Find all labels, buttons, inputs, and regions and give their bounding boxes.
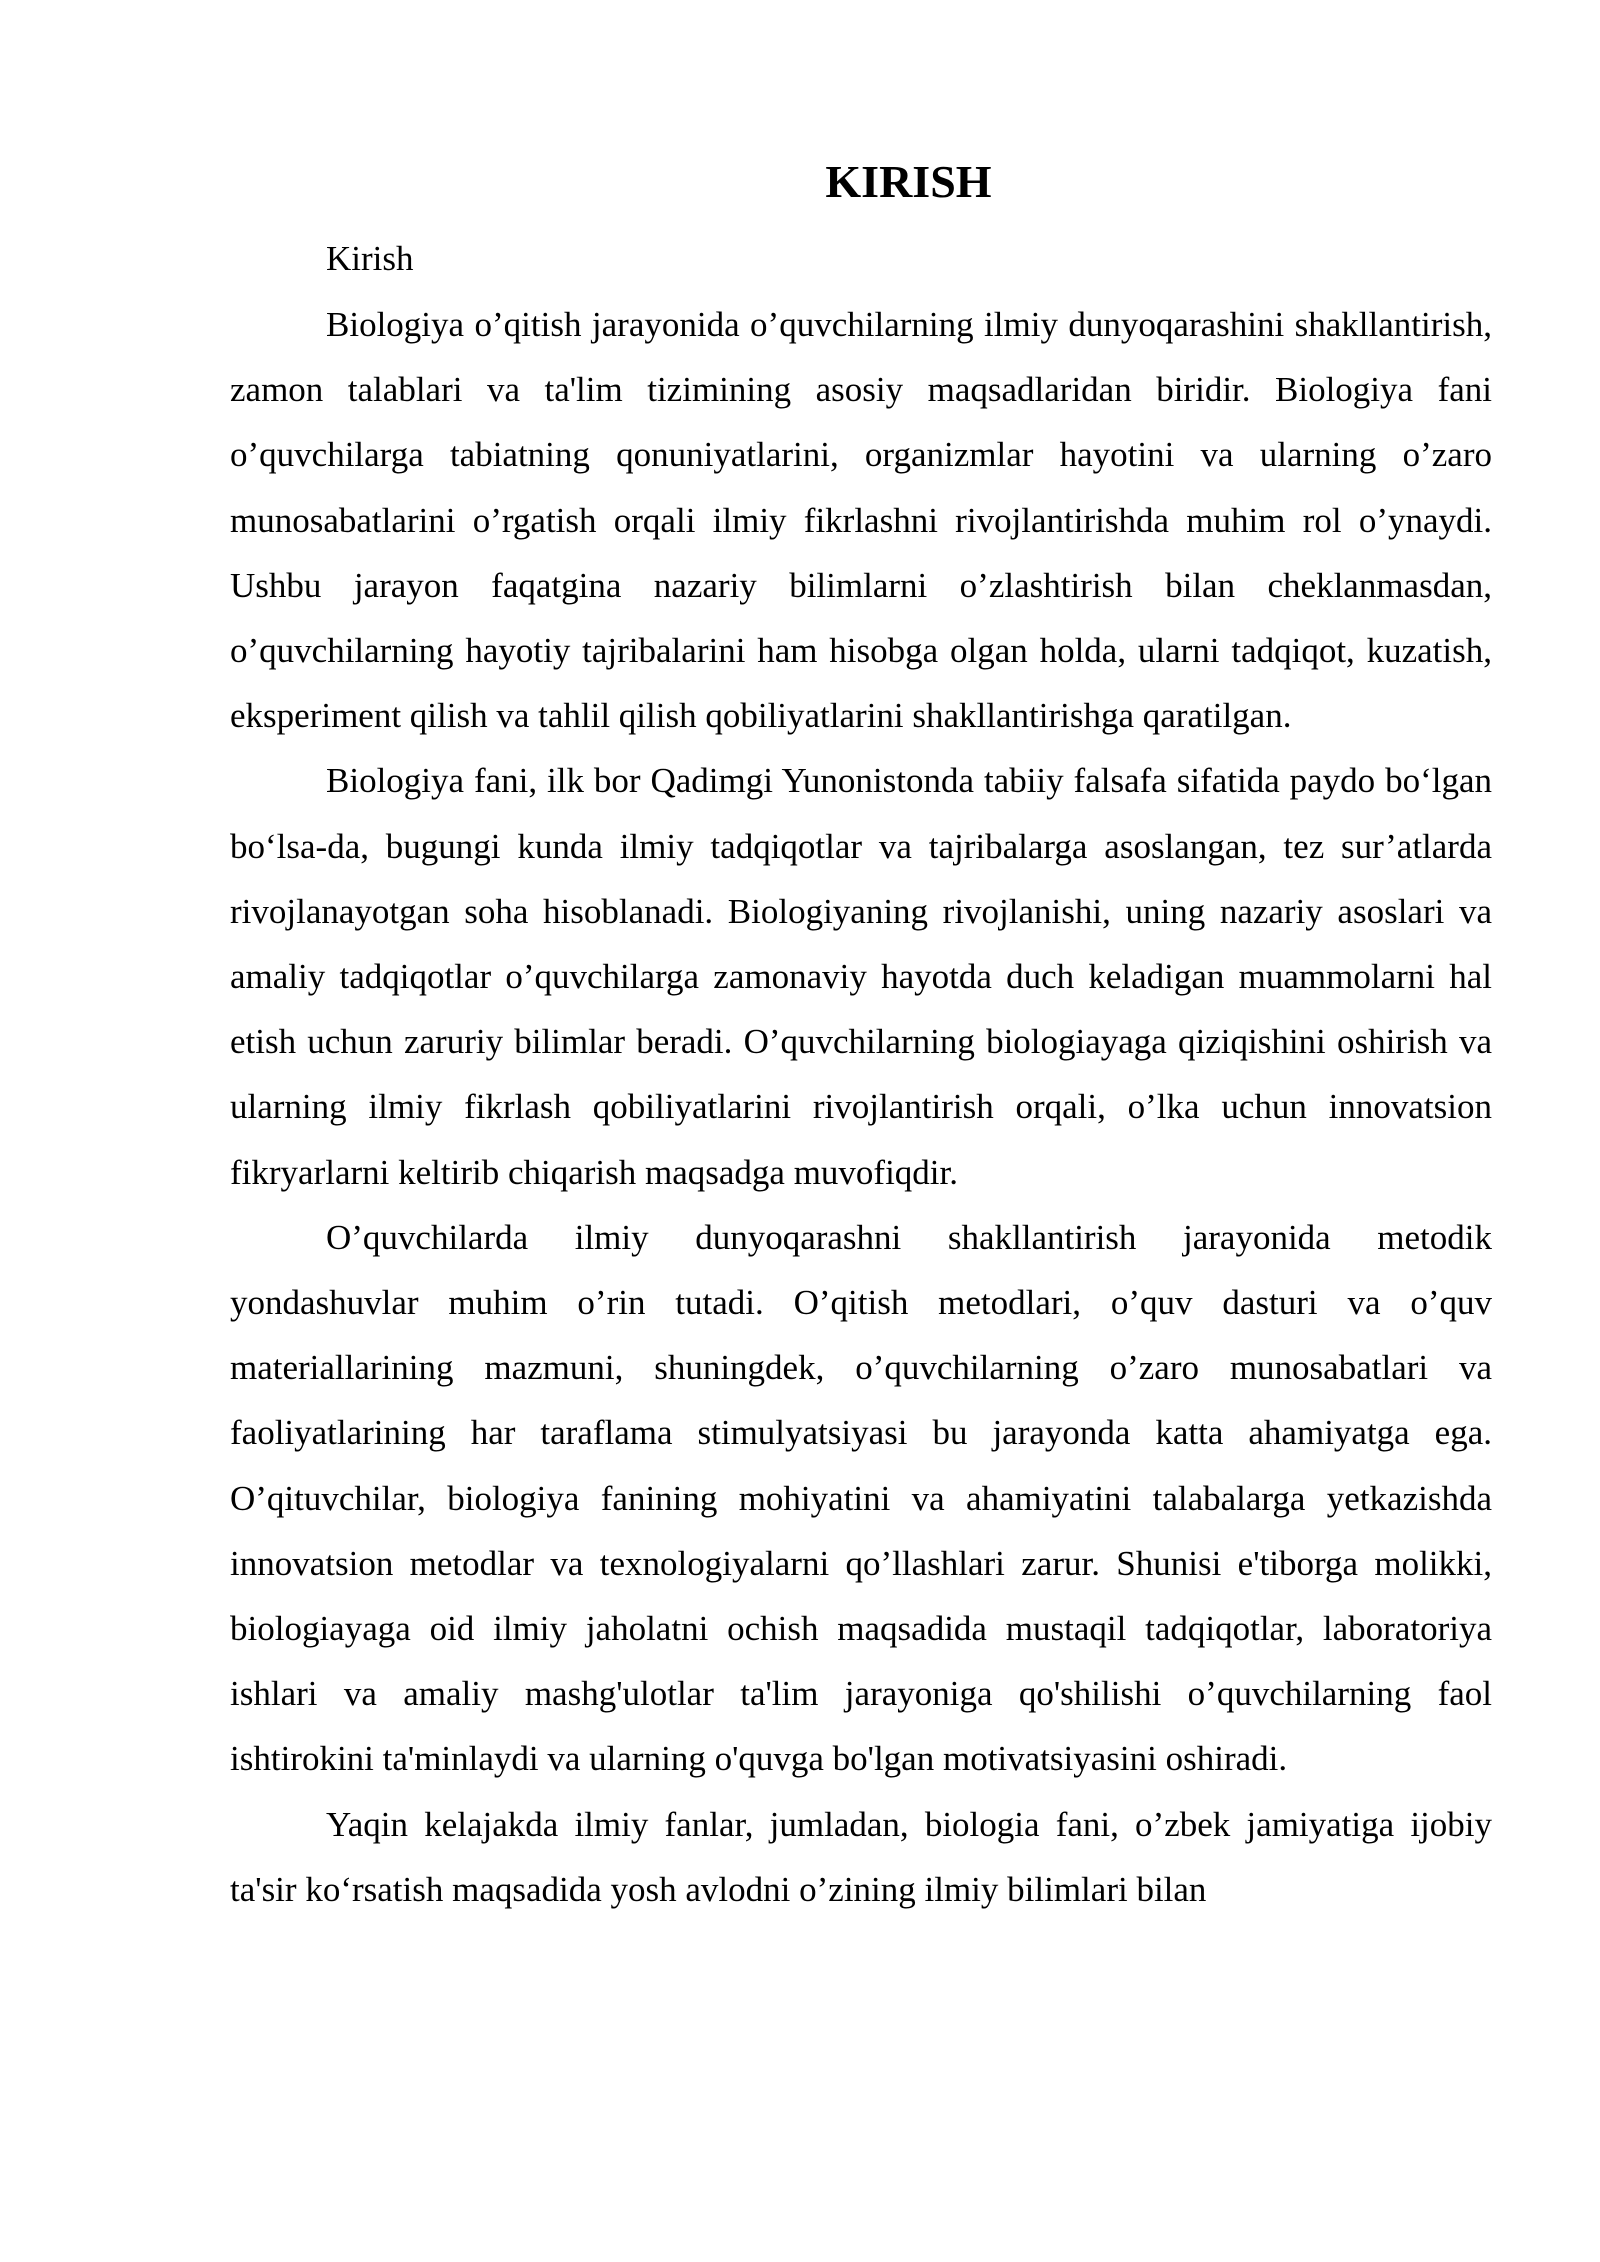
- paragraph-4: Yaqin kelajakda ilmiy fanlar, jumladan, biologia fani, o’zbek jamiyatiga ijobiy ta'sir koʻrsatish maqsadida yosh avlodni o’zining ilmiy bilimlari bilan: [230, 1804, 1492, 1909]
- section-subheading: Kirish: [326, 239, 414, 278]
- body-text: [230, 292, 1492, 1922]
- paragraph-3: O’quvchilarda ilmiy dunyoqarashni shakllantirish jarayonida metodik yondashuvlar muhim o’rin tutadi. O’qitish metodlari, o’quv dasturi va o’quv materiallarining mazmuni, shuningdek, o’quvchilarning o’zaro munosabatlari va faoliyatlarining har taraflama stimulyatsiyasi bu jarayonda katta ahamiyatga ega. O’qituvchilar, biologiya fanining mohiyatini va ahamiyatini talabalarga yetkazishda innovatsion metodlar va texnologiyalarni qo’llashlari zarur. Shunisi e'tiborga molikki, biologiayaga oid ilmiy jaholatni ochish maqsadida mustaqil tadqiqotlar, laboratoriya ishlari va amaliy mashg'ulotlar ta'lim jarayoniga qo'shilishi o’quvchilarning faol ishtirokini ta'minlaydi va ularning o'quvga bo'lgan motivatsiyasini oshiradi.: [230, 1217, 1492, 1779]
- paragraph-1: Biologiya o’qitish jarayonida o’quvchilarning ilmiy dunyoqarashini shakllantirish, zamon talablari va ta'lim tizimining asosiy maqsadlaridan biridir. Biologiya fani o’quvchilarga tabiatning qonuniyatlarini, organizmlar hayotini va ularning o’zaro munosabatlarini o’rgatish orqali ilmiy fikrlashni rivojlantirishda muhim rol o’ynaydi. Ushbu jarayon faqatgina nazariy bilimlarni o’zlashtirish bilan cheklanmasdan, o’quvchilarning hayotiy tajribalarini ham hisobga olgan holda, ularni tadqiqot, kuzatish, eksperiment qilish va tahlil qilish qobiliyatlarini shakllantirishga qaratilgan.: [230, 305, 1492, 736]
- paragraph-2: Biologiya fani, ilk bor Qadimgi Yunonistonda tabiiy falsafa sifatida paydo boʻlgan boʻlsa-da, bugungi kunda ilmiy tadqiqotlar va tajribalarga asoslangan, tez sur’atlarda rivojlanayotgan soha hisoblanadi. Biologiyaning rivojlanishi, uning nazariy asoslari va amaliy tadqiqotlar o’quvchilarga zamonaviy hayotda duch keladigan muammolarni hal etish uchun zaruriy bilimlar beradi. O’quvchilarning biologiayaga qiziqishini oshirish va ularning ilmiy fikrlash qobiliyatlarini rivojlantirish orqali, o’lka uchun innovatsion fikryarlarni keltirib chiqarish maqsadga muvofiqdir.: [230, 761, 1492, 1192]
- page-title: KIRISH: [825, 156, 992, 207]
